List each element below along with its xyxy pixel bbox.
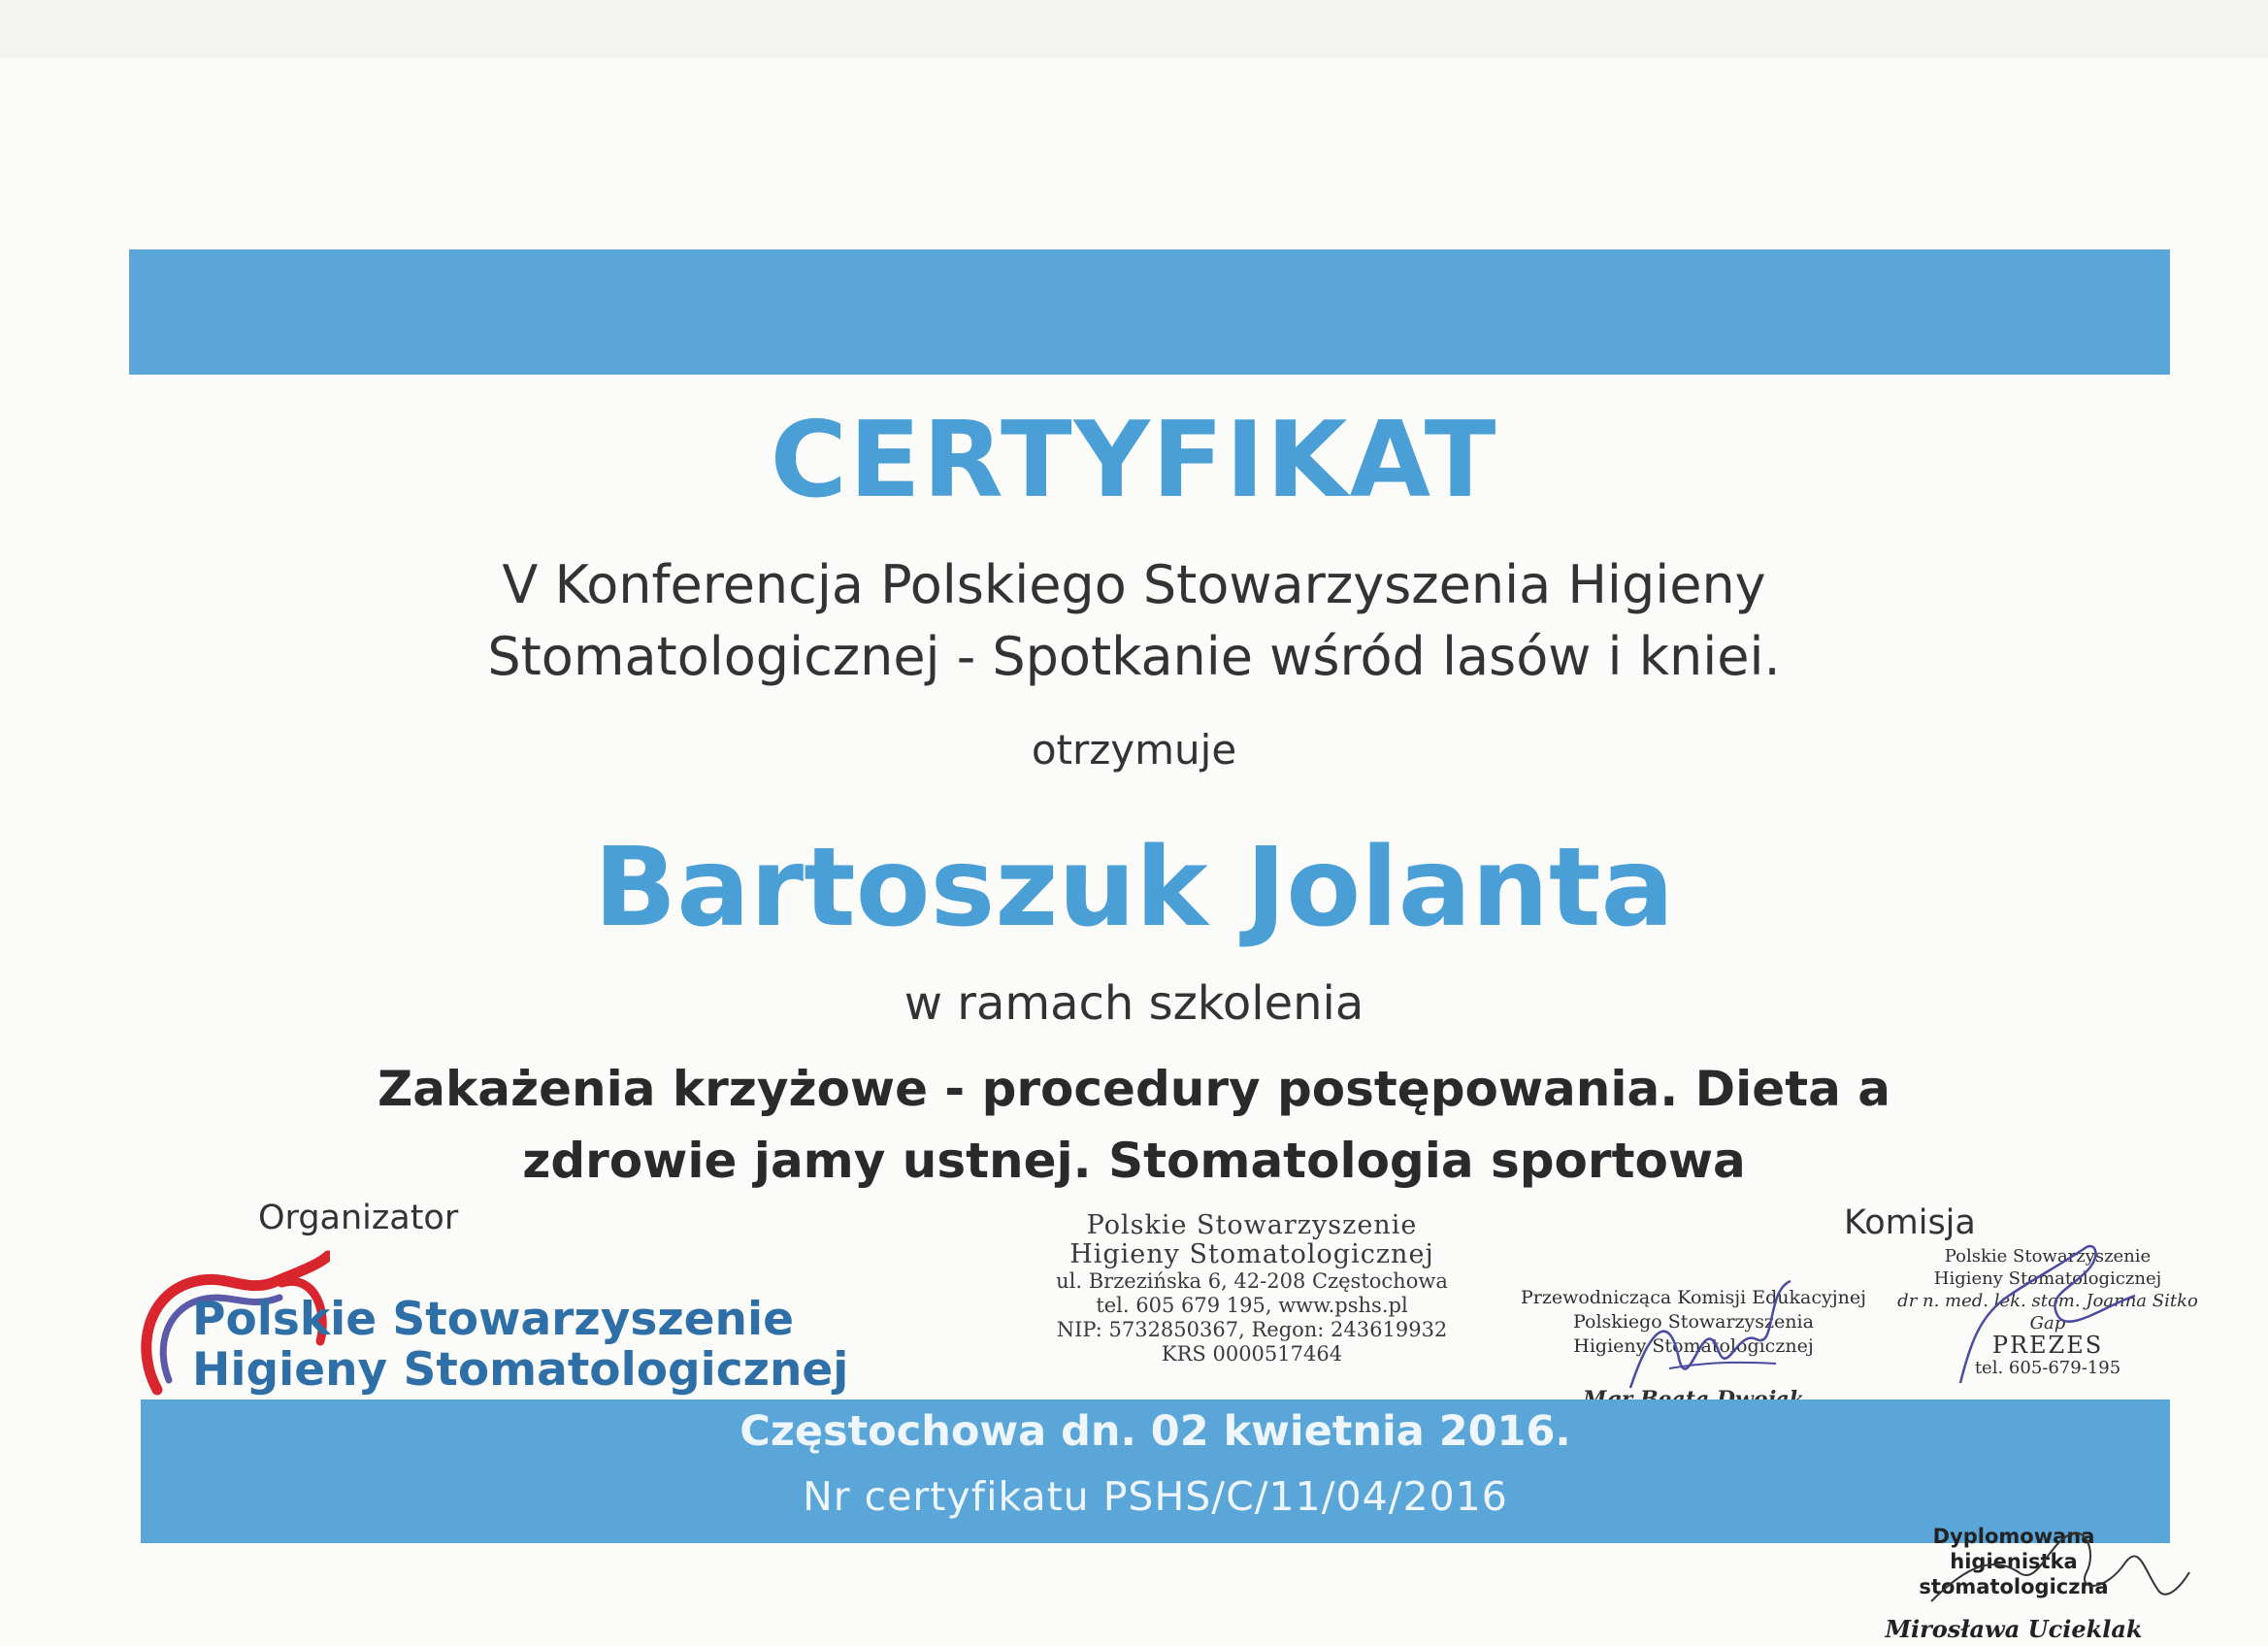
chair-line-2: Polskiego Stowarzyszenia [1573, 1311, 1814, 1333]
stamp-ids: NIP: 5732850367, Regon: 243619932 [1056, 1318, 1448, 1341]
president-name: dr n. med. lek. stom. Joanna Sitko Gap [1897, 1291, 2198, 1333]
stamp-address: ul. Brzezińska 6, 42-208 Częstochowa [1056, 1269, 1448, 1293]
stamp-krs: KRS 0000517464 [1161, 1342, 1343, 1366]
top-blue-band [129, 249, 2170, 375]
stamp-contact: tel. 605 679 195, www.pshs.pl [1096, 1294, 1408, 1317]
logo-text-line-1: Polskie Stowarzyszenie [192, 1293, 794, 1346]
organizer-logo [136, 1244, 912, 1399]
hygienist-line-2: higienistka stomatologiczna [1919, 1550, 2109, 1598]
president-phone: tel. 605-679-195 [1974, 1358, 2121, 1378]
recipient-name: Bartoszuk Jolanta [593, 825, 1675, 951]
hygienist-signature-icon [1902, 1514, 2193, 1630]
president-signature-icon [1941, 1228, 2154, 1393]
chair-line-3: Higieny Stomatologicznej [1573, 1335, 1814, 1357]
president-line-1: Polskie Stowarzyszenie [1944, 1246, 2152, 1267]
logo-text-line-2: Higieny Stomatologicznej [192, 1343, 849, 1397]
conference-line-2: Stomatologicznej - Spotkanie wśród lasów i kniei. [487, 626, 1781, 687]
course-line-2: zdrowie jamy ustnej. Stomatologia sportowa [522, 1133, 1746, 1189]
training-framework-label: w ramach szkolenia [904, 976, 1364, 1031]
receives-label: otrzymuje [1031, 726, 1237, 774]
stamp-line-2: Higieny Stomatologicznej [1069, 1239, 1434, 1269]
chair-line-1: Przewodnicząca Komisji Edukacyjnej [1520, 1287, 1866, 1308]
course-title [0, 1053, 2268, 1197]
conference-line-1: V Konferencja Polskiego Stowarzyszenia Higieny [502, 554, 1766, 615]
certificate-title: CERTYFIKAT [770, 400, 1498, 521]
organizer-heading: Organizator [258, 1199, 459, 1237]
hygienist-line-1: Dyplomowana [1932, 1525, 2095, 1548]
course-line-1: Zakażenia krzyżowe - procedury postępowania. Dieta a [377, 1061, 1890, 1117]
scan-edge [0, 0, 2268, 58]
stamp-line-1: Polskie Stowarzyszenie [1086, 1210, 1418, 1240]
certificate-number: Nr certyfikatu PSHS/C/11/04/2016 [803, 1473, 1508, 1520]
president-line-2: Higieny Stomatologicznej [1933, 1268, 2162, 1289]
organizer-stamp [1000, 1211, 1504, 1366]
president-title: PREZES [1991, 1332, 2104, 1359]
conference-name [0, 549, 2268, 693]
committee-heading: Komisja [1844, 1203, 1976, 1242]
hygienist-name: Mirosława Ucieklak [1885, 1615, 2143, 1643]
issue-date: Częstochowa dn. 02 kwietnia 2016. [740, 1407, 1571, 1456]
